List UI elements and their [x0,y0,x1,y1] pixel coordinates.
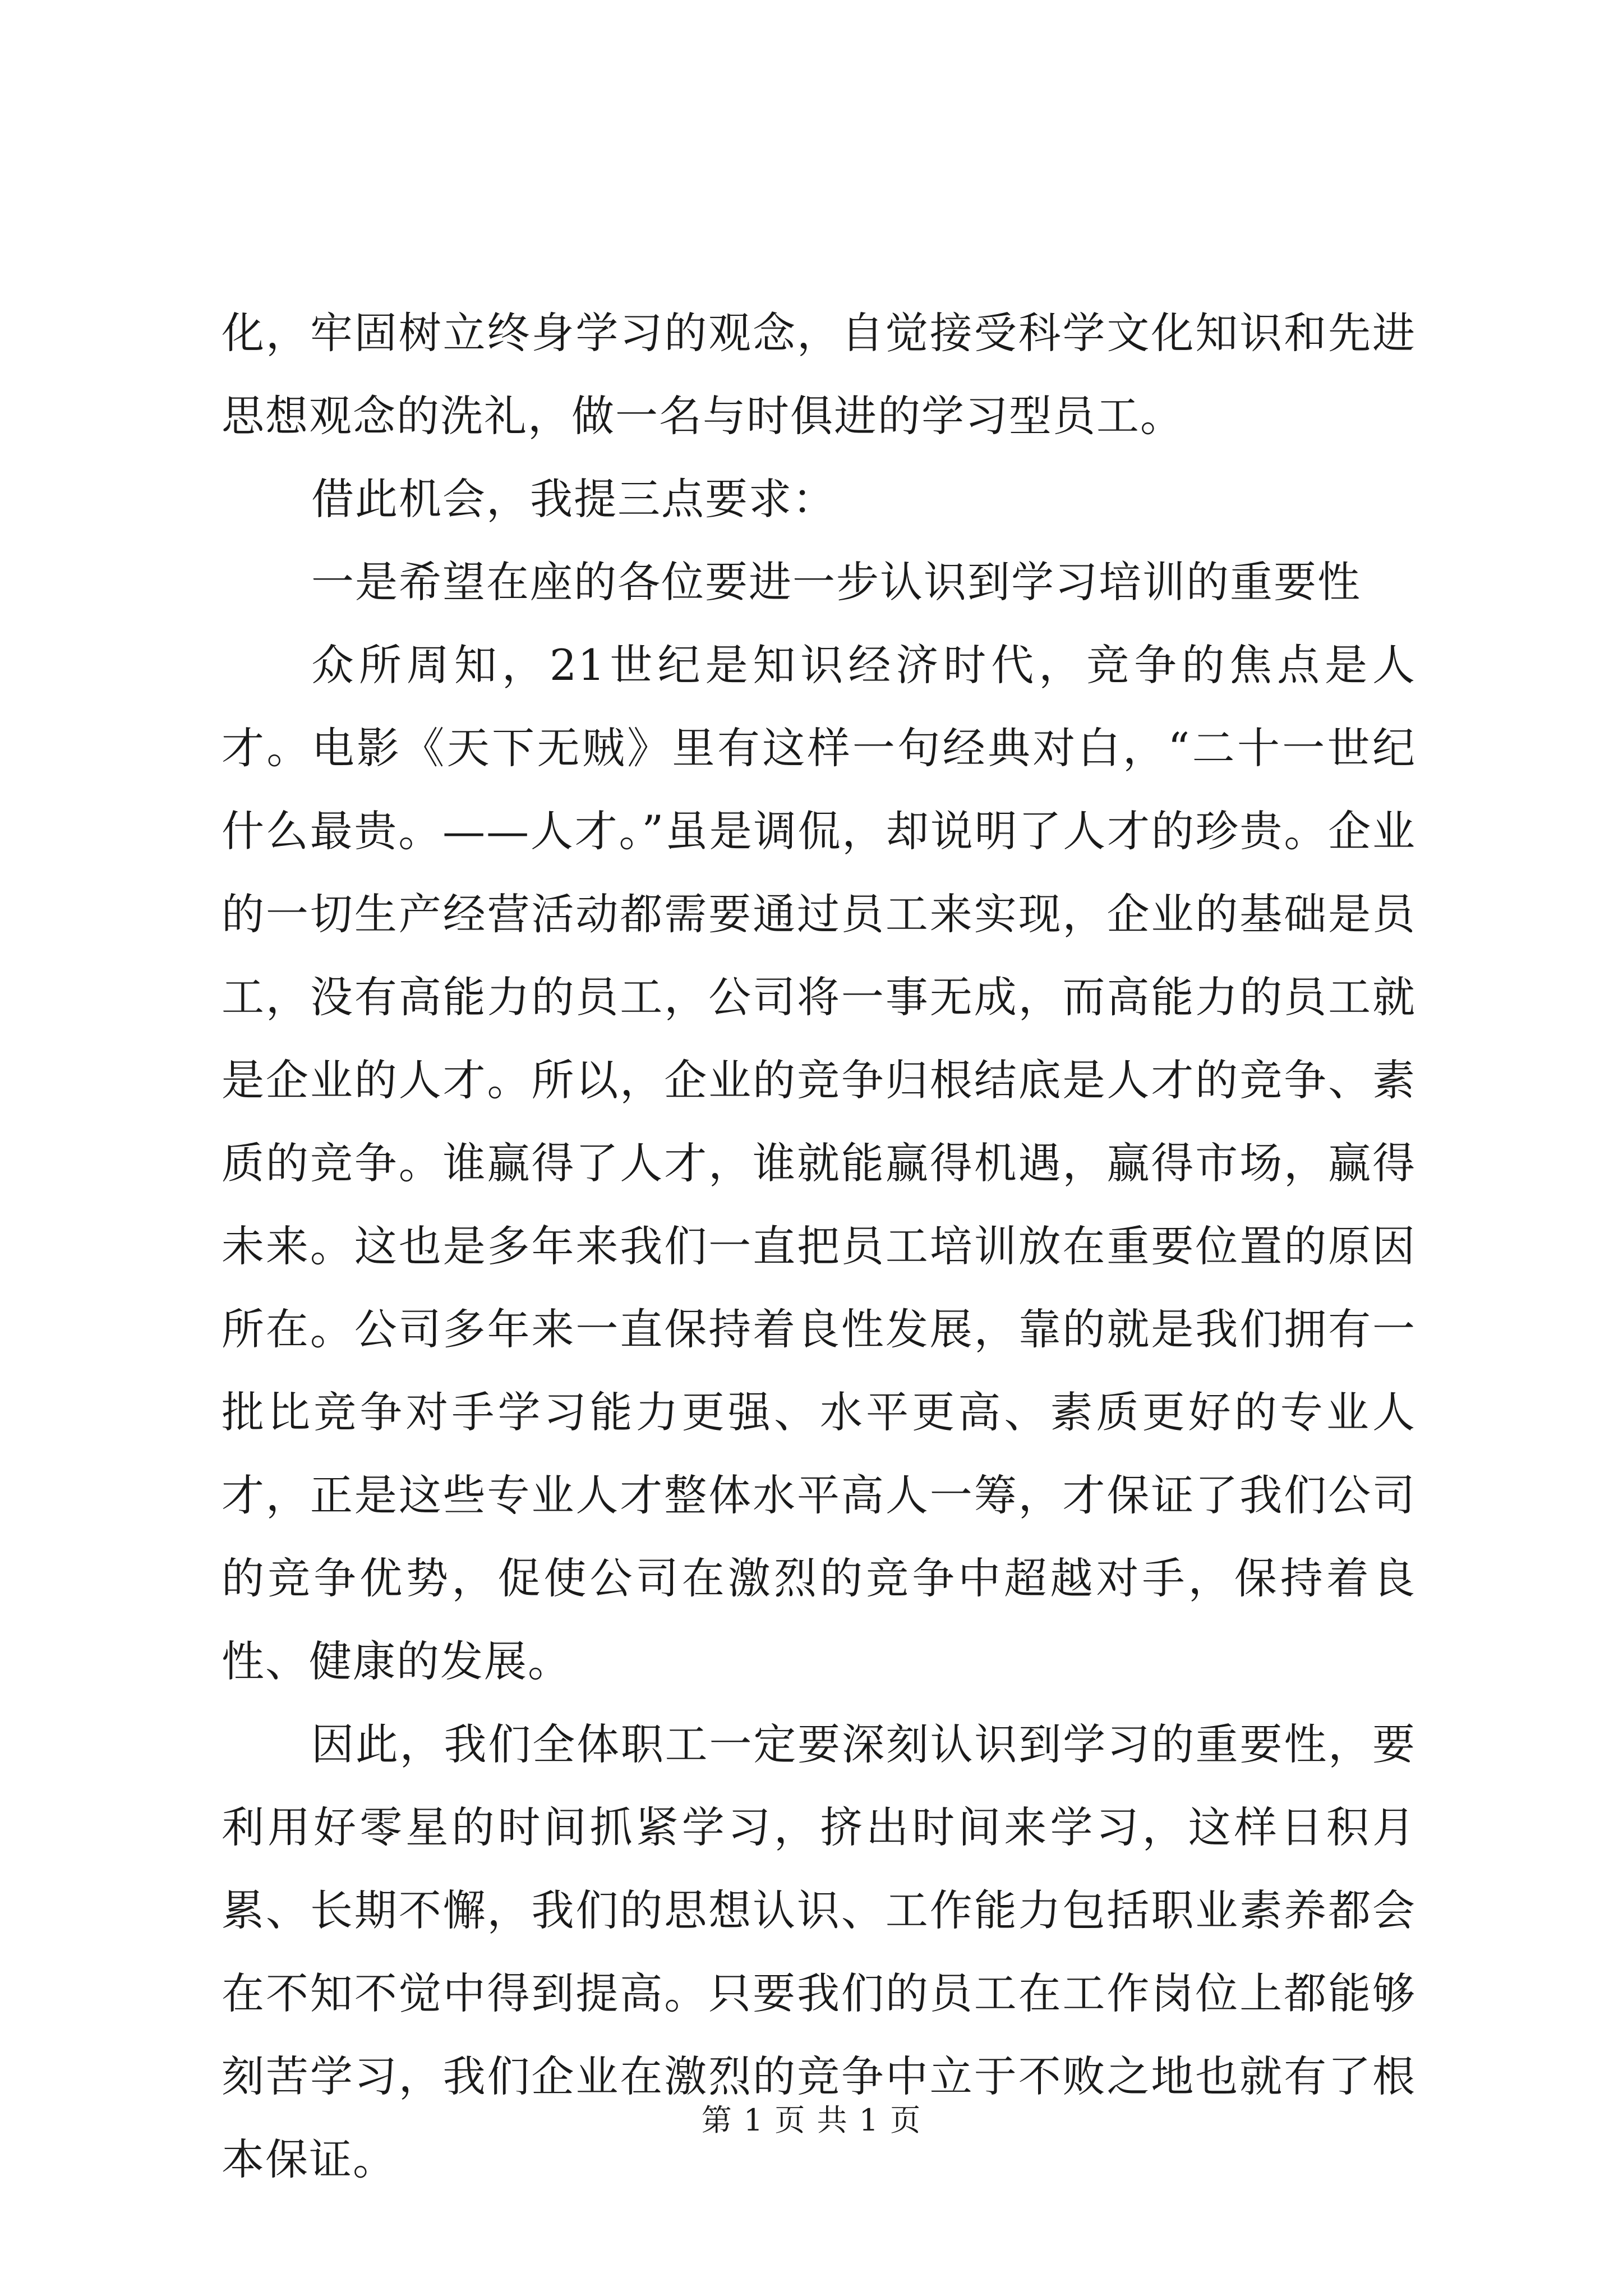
document-body [222,292,1416,2201]
paragraph-1: 化，牢固树立终身学习的观念，自觉接受科学文化知识和先进思想观念的洗礼，做一名与时俱进的学习型员工。 [222,308,1416,441]
page-footer: 第 1 页 共 1 页 [701,2102,922,2138]
paragraph-4: 众所周知，21世纪是知识经济时代，竞争的焦点是人才。电影《天下无贼》里有这样一句经典对白，“二十一世纪什么最贵。——人才。”虽是调侃，却说明了人才的珍贵。企业的一切生产经营活动都需要通过员工来实现，企业的基础是员工，没有高能力的员工，公司将一事无成，而高能力的员工就是企业的人才。所以，企业的竞争归根结底是人才的竞争、素质的竞争。谁赢得了人才，谁就能赢得机遇，赢得市场，赢得未来。这也是多年来我们一直把员工培训放在重要位置的原因所在。公司多年来一直保持着良性发展，靠的就是我们拥有一批比竞争对手学习能力更强、水平更高、素质更好的专业人才，正是这些专业人才整体水平高人一筹，才保证了我们公司的竞争优势，促使公司在激烈的竞争中超越对手，保持着良性、健康的发展。 [222,640,1416,1686]
paragraph-5: 因此，我们全体职工一定要深刻认识到学习的重要性，要利用好零星的时间抓紧学习，挤出时间来学习，这样日积月累、长期不懈，我们的思想认识、工作能力包括职业素养都会在不知不觉中得到提高。只要我们的员工在工作岗位上都能够刻苦学习，我们企业在激烈的竞争中立于不败之地也就有了根本保证。 [222,1719,1416,2184]
paragraph-3: 一是希望在座的各位要进一步认识到学习培训的重要性 [311,557,1361,607]
paragraph-2: 借此机会，我提三点要求： [311,474,836,524]
